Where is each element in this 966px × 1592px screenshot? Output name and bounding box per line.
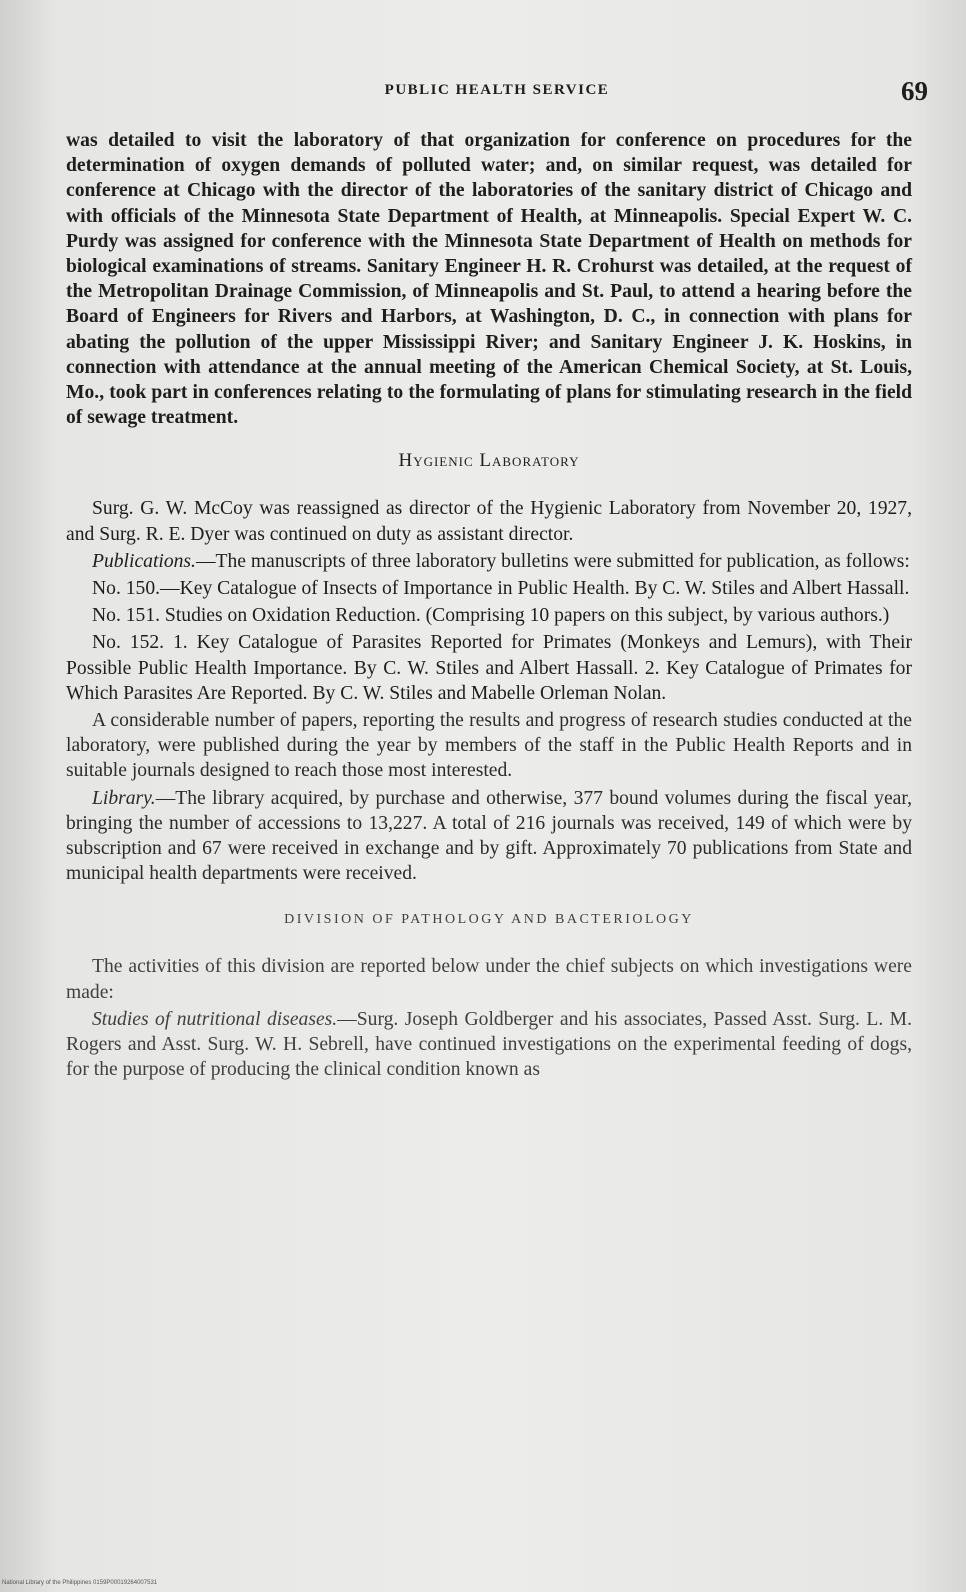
publications-text: —The manuscripts of three laboratory bulletins were submitted for publication, as follows: bbox=[195, 550, 910, 572]
paragraph-division-activities: The activities of this division are reported below under the chief subjects on which investigations were made: bbox=[66, 956, 912, 1003]
page-number: 69 bbox=[901, 76, 928, 106]
nutritional-diseases-text: —Surg. Joseph Goldberger and his associates, Passed Asst. Surg. L. M. Rogers and Asst. Surg. W. H. Sebrell, have continued investigations on the experimental feeding of dogs, for the purpose of producing the clinical condition known as bbox=[66, 1008, 912, 1081]
paragraph-library bbox=[66, 786, 912, 887]
paragraph-nutritional-diseases bbox=[66, 1007, 912, 1083]
page-header bbox=[66, 76, 928, 116]
scan-credit: National Library of the Philippines 0159P00019264007531 bbox=[2, 1580, 158, 1586]
section-heading-hygienic-laboratory: Hygienic Laboratory bbox=[398, 450, 580, 472]
bulletin-150: No. 150.—Key Catalogue of Insects of Importance in Public Health. By C. W. Stiles and Albert Hassall. bbox=[92, 578, 910, 600]
page-body bbox=[66, 128, 912, 1085]
paragraph-research-papers: A considerable number of papers, reporting the results and progress of research studies conducted at the laboratory, were published during the year by members of the staff in the Public Health Reports and in suitable journals designed to reach those most interested. bbox=[66, 710, 912, 782]
nutritional-diseases-lead: Studies of nutritional diseases. bbox=[92, 1008, 338, 1030]
running-head: PUBLIC HEALTH SERVICE bbox=[384, 82, 610, 98]
publications-lead: Publications. bbox=[92, 550, 196, 572]
paragraph-director-assignment: Surg. G. W. McCoy was reassigned as director of the Hygienic Laboratory from November 20, 1927, and Surg. R. E. Dyer was continued on duty as assistant director. bbox=[66, 498, 912, 545]
bulletin-151: No. 151. Studies on Oxidation Reduction. (Comprising 10 papers on this subject, by various authors.) bbox=[92, 605, 890, 627]
paragraph-sanitary-conferences: was detailed to visit the laboratory of that organization for conference on procedures for the determination of oxygen demands of polluted water; and, on similar request, was detailed for conference at Chicago with the director of the laboratories of the sanitary district of Chicago and with officials of the Minnesota State Department of Health, at Minneapolis. Special Expert W. C. Purdy was assigned for conference with the Minnesota State Department of Health on methods for biological examinations of streams. Sanitary Engineer H. R. Crohurst was detailed, at the request of the Metropolitan Drainage Commission, of Minneapolis and St. Paul, to attend a hearing before the Board of Engineers for Rivers and Harbors, at Washington, D. C., in connection with plans for abating the pollution of the upper Mississippi River; and Sanitary Engineer J. K. Hoskins, in connection with attendance at the annual meeting of the American Chemical Society, at St. Louis, Mo., took part in conferences relating to the formulating of plans for stimulating research in the field of sewage treatment. bbox=[66, 130, 912, 429]
library-text: —The library acquired, by purchase and otherwise, 377 bound volumes during the fiscal year, bringing the number of accessions to 13,227. A total of 216 journals was received, 149 of which were by subscription and 67 were received in exchange and by gift. Approximately 70 publications from State and municipal health departments were received. bbox=[66, 787, 912, 885]
section-heading-pathology-bacteriology: DIVISION OF PATHOLOGY AND BACTERIOLOGY bbox=[284, 912, 694, 928]
bulletin-152: No. 152. 1. Key Catalogue of Parasites Reported for Primates (Monkeys and Lemurs), with Their Possible Public Health Importance. By C. W. Stiles and Albert Hassall. 2. Key Catalogue of Primates for Which Parasites Are Reported. By C. W. Stiles and Mabelle Orleman Nolan. bbox=[66, 632, 912, 704]
paragraph-publications bbox=[66, 549, 912, 574]
library-lead: Library. bbox=[92, 787, 156, 809]
